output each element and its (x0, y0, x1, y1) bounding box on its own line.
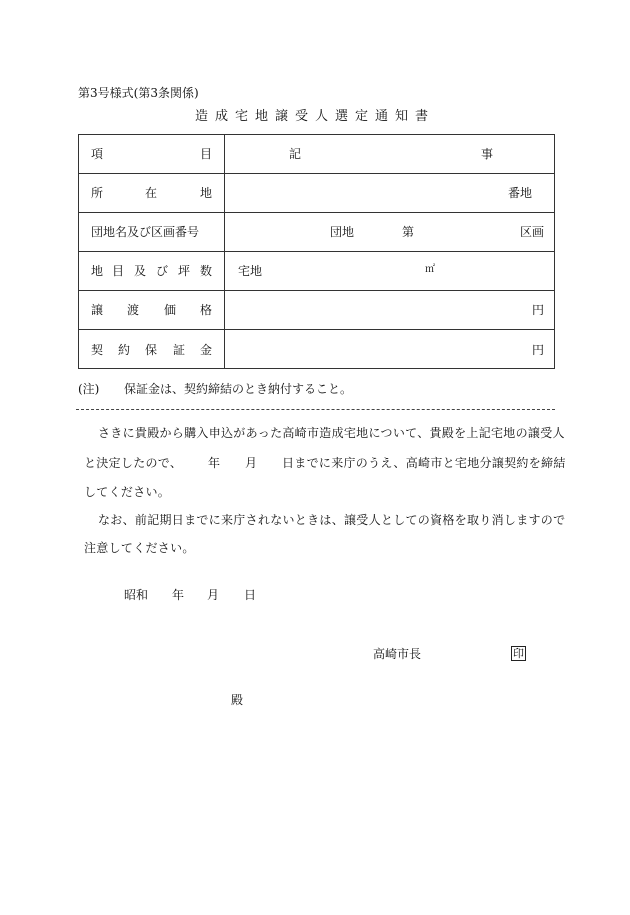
row-label-char: 及 (134, 264, 147, 278)
body-paragraph-1-line-2a: と決定したので、 (84, 456, 183, 470)
table-row-divider (79, 329, 554, 330)
cut-line (76, 409, 555, 410)
seal-stamp-box (511, 646, 526, 661)
header-record-char: 記 (289, 147, 302, 161)
row-label-char: 譲 (91, 303, 104, 317)
deposit-currency: 円 (532, 343, 545, 357)
row-label-char: 格 (200, 303, 213, 317)
deadline-month-label: 月 (245, 456, 258, 470)
document-title: 造成宅地譲受人選定通知書 (194, 109, 435, 124)
row-label: 団地名及び区画番号 (91, 225, 200, 239)
date-day-label: 日 (244, 588, 257, 602)
form-number-label: 第3号様式(第3条関係) (78, 86, 199, 100)
lot-number-prefix: 第 (402, 225, 415, 239)
date-year-label: 年 (172, 588, 185, 602)
header-item-char: 項 (91, 147, 104, 161)
recipient-honorific: 殿 (231, 693, 244, 707)
date-era: 昭和 (124, 588, 149, 602)
row-label-char: 坪 (178, 264, 191, 278)
body-paragraph-1-line-1: さきに貴殿から購入申込があった高崎市造成宅地について、貴殿を上記宅地の譲受人 (98, 426, 565, 440)
row-label-char: 数 (200, 264, 213, 278)
body-paragraph-2-line-1: なお、前記期日までに来庁されないときは、譲受人としての資格を取り消しますので (98, 513, 566, 527)
row-label-char: 契 (91, 343, 104, 357)
area-unit: ㎡ (425, 264, 435, 275)
location-value-suffix: 番地 (508, 186, 533, 200)
row-label-char: 在 (145, 186, 158, 200)
row-label-char: 地 (91, 264, 104, 278)
row-label-char: 渡 (127, 303, 140, 317)
lot-number-suffix: 区画 (520, 225, 545, 239)
row-label-char: び (156, 264, 169, 278)
table-row-divider (79, 251, 554, 252)
row-label-char: 保 (145, 343, 158, 357)
body-paragraph-2-line-2: 注意してください。 (84, 541, 195, 555)
price-currency: 円 (532, 303, 545, 317)
deadline-year-label: 年 (208, 456, 221, 470)
land-category-value: 宅地 (238, 264, 263, 278)
table-row-divider (79, 290, 554, 291)
header-item-char: 目 (200, 147, 213, 161)
note-text: 保証金は、契約締結のとき納付すること。 (124, 382, 353, 396)
row-label-char: 価 (164, 303, 177, 317)
estate-name-suffix: 団地 (330, 225, 355, 239)
body-paragraph-1-line-2b: 日までに来庁のうえ、高崎市と宅地分譲契約を締結 (282, 456, 566, 470)
row-label-char: 約 (118, 343, 131, 357)
table-row-divider (79, 212, 554, 213)
body-paragraph-1-line-3: してください。 (84, 485, 171, 499)
date-month-label: 月 (207, 588, 220, 602)
table-row-divider (79, 173, 554, 174)
note-prefix: (注) (78, 382, 100, 396)
row-label-char: 証 (173, 343, 186, 357)
issuer-title: 高崎市長 (373, 647, 422, 661)
header-record-char: 事 (481, 147, 494, 161)
row-label-char: 所 (91, 186, 104, 200)
row-label-char: 金 (200, 343, 213, 357)
seal-stamp-char: 印 (513, 647, 524, 660)
row-label-char: 目 (112, 264, 125, 278)
row-label-char: 地 (200, 186, 213, 200)
details-table (78, 134, 555, 369)
